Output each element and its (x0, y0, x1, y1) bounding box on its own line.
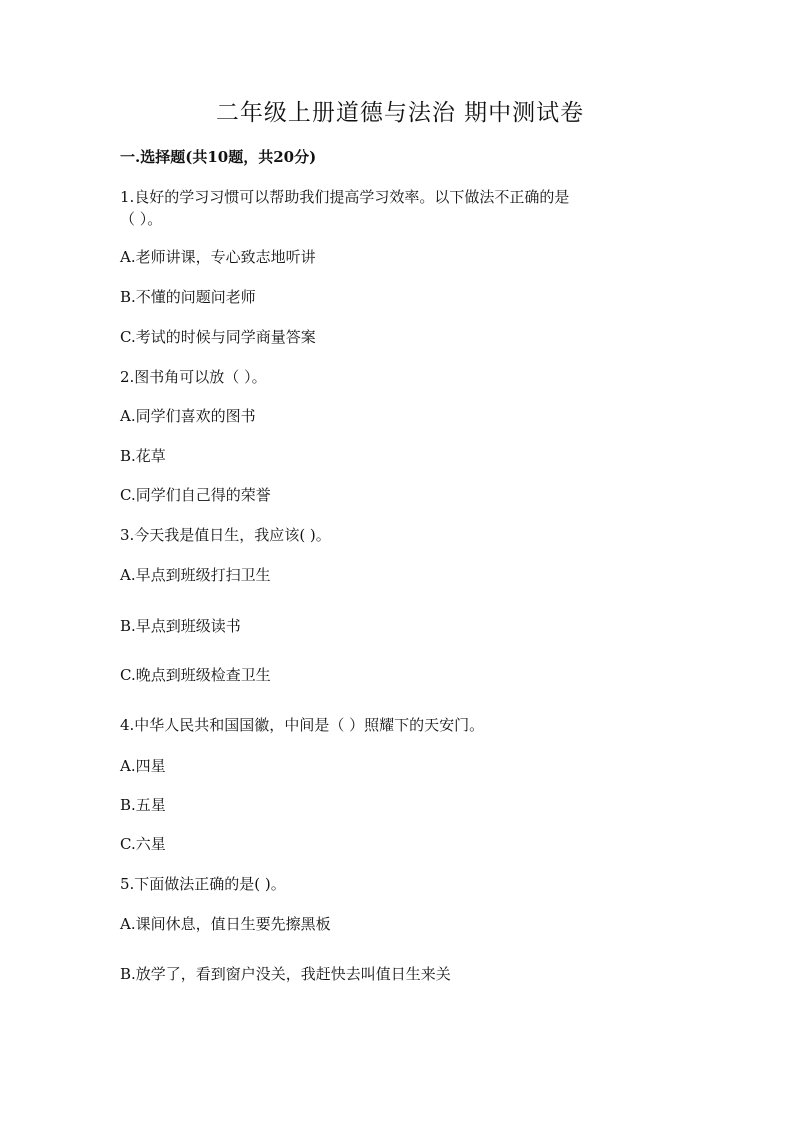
question-2-option-b: B.花草 (120, 447, 166, 465)
question-4-option-b: B.五星 (120, 796, 166, 814)
question-4-option-c: C.六星 (120, 835, 166, 853)
question-2-stem: 2.图书角可以放（ ）。 (120, 368, 267, 386)
question-1-option-b: B.不懂的问题问老师 (120, 288, 256, 306)
page-title: 二年级上册道德与法治 期中测试卷 (215, 100, 585, 126)
question-2-option-a: A.同学们喜欢的图书 (120, 407, 256, 425)
question-1-option-c: C.考试的时候与同学商量答案 (120, 328, 316, 346)
question-3-option-b: B.早点到班级读书 (120, 617, 241, 635)
question-4-stem: 4.中华人民共和国国徽，中间是（ ）照耀下的天安门。 (120, 716, 485, 734)
question-3-option-c: C.晚点到班级检查卫生 (120, 666, 271, 684)
question-1-stem: 1.良好的学习习惯可以帮助我们提高学习效率。以下做法不正确的是 (120, 188, 570, 206)
question-5-stem: 5.下面做法正确的是( )。 (120, 875, 286, 893)
question-2-option-c: C.同学们自己得的荣誉 (120, 486, 271, 504)
question-4-option-a: A.四星 (120, 757, 166, 775)
question-5-option-b: B.放学了，看到窗户没关，我赶快去叫值日生来关 (120, 965, 451, 983)
question-1-option-a: A.老师讲课，专心致志地听讲 (120, 248, 316, 266)
question-1-stem-cont: （ ）。 (120, 210, 163, 228)
question-5-option-a: A.课间休息，值日生要先擦黑板 (120, 915, 331, 933)
section-heading: 一.选择题(共10题，共20分) (120, 148, 317, 166)
question-3-option-a: A.早点到班级打扫卫生 (120, 566, 271, 584)
question-3-stem: 3.今天我是值日生，我应该( )。 (120, 526, 331, 544)
